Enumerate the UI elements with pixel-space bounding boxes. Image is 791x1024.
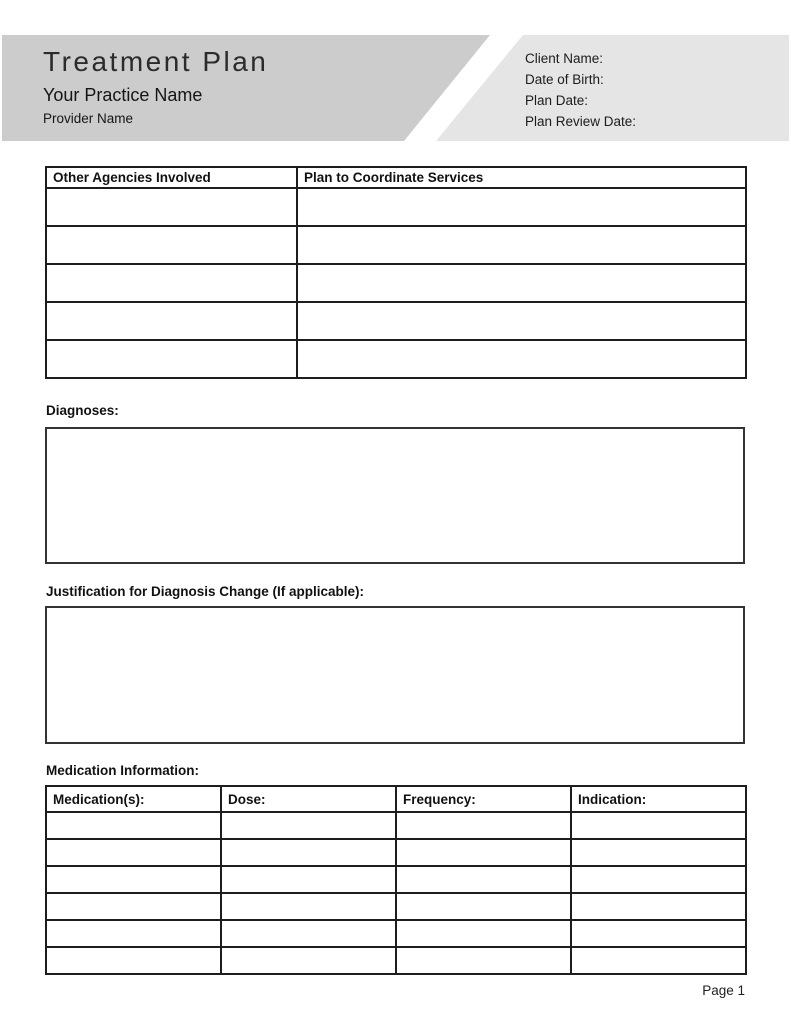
dose-cell[interactable] [221, 866, 396, 893]
agency-cell[interactable] [46, 340, 297, 378]
client-info-field-label: Plan Date: [525, 93, 589, 108]
frequency-cell[interactable] [396, 947, 571, 974]
dose-cell[interactable] [221, 839, 396, 866]
medication-table-row [46, 839, 746, 866]
medication-info-label: Medication Information: [46, 763, 199, 778]
medication-table [45, 785, 747, 975]
agency-cell[interactable] [46, 302, 297, 340]
plan-cell[interactable] [297, 226, 746, 264]
medication-cell[interactable] [46, 812, 221, 839]
agency-cell[interactable] [46, 188, 297, 226]
practice-name: Your Practice Name [43, 85, 203, 106]
header-identity [43, 46, 268, 127]
medication-table-header-row [46, 786, 746, 812]
plan-cell[interactable] [297, 264, 746, 302]
frequency-cell[interactable] [396, 812, 571, 839]
agencies-table-row [46, 340, 746, 378]
indication-column-header: Indication: [571, 786, 746, 812]
indication-cell[interactable] [571, 866, 746, 893]
diagnoses-input-box[interactable] [45, 427, 745, 564]
plan-cell[interactable] [297, 340, 746, 378]
agencies-column-header: Other Agencies Involved [46, 167, 297, 188]
dose-cell[interactable] [221, 812, 396, 839]
client-info-fields [525, 48, 636, 132]
medication-cell[interactable] [46, 866, 221, 893]
indication-cell[interactable] [571, 812, 746, 839]
dose-column-header: Dose: [221, 786, 396, 812]
indication-cell[interactable] [571, 920, 746, 947]
medication-table-row [46, 947, 746, 974]
medication-table-row [46, 920, 746, 947]
client-info-field-label: Plan Review Date: [525, 114, 637, 129]
medication-cell[interactable] [46, 893, 221, 920]
dose-cell[interactable] [221, 947, 396, 974]
medication-cell[interactable] [46, 920, 221, 947]
indication-cell[interactable] [571, 839, 746, 866]
medication-table-row [46, 893, 746, 920]
justification-input-box[interactable] [45, 606, 745, 744]
provider-name: Provider Name [43, 110, 134, 126]
medication-cell[interactable] [46, 947, 221, 974]
medication-table-row [46, 812, 746, 839]
client-info-field-label: Date of Birth: [525, 72, 604, 87]
frequency-cell[interactable] [396, 866, 571, 893]
agencies-table [45, 166, 747, 379]
plan-cell[interactable] [297, 188, 746, 226]
client-info-field-label: Client Name: [525, 51, 604, 66]
agencies-table-row [46, 264, 746, 302]
plan-column-header: Plan to Coordinate Services [297, 167, 746, 188]
frequency-cell[interactable] [396, 893, 571, 920]
medication-column-header: Medication(s): [46, 786, 221, 812]
plan-cell[interactable] [297, 302, 746, 340]
diagnoses-label: Diagnoses: [46, 403, 119, 418]
frequency-column-header: Frequency: [396, 786, 571, 812]
justification-label: Justification for Diagnosis Change (If applicable): [46, 584, 365, 599]
dose-cell[interactable] [221, 893, 396, 920]
agencies-table-header-row [46, 167, 746, 188]
medication-cell[interactable] [46, 839, 221, 866]
dose-cell[interactable] [221, 920, 396, 947]
agencies-table-row [46, 302, 746, 340]
frequency-cell[interactable] [396, 839, 571, 866]
indication-cell[interactable] [571, 893, 746, 920]
indication-cell[interactable] [571, 947, 746, 974]
agency-cell[interactable] [46, 226, 297, 264]
medication-table-row [46, 866, 746, 893]
agencies-table-row [46, 188, 746, 226]
agency-cell[interactable] [46, 264, 297, 302]
page-number: Page 1 [702, 983, 745, 998]
page-title: Treatment Plan [43, 46, 269, 77]
agencies-table-row [46, 226, 746, 264]
frequency-cell[interactable] [396, 920, 571, 947]
page-header [2, 35, 789, 141]
